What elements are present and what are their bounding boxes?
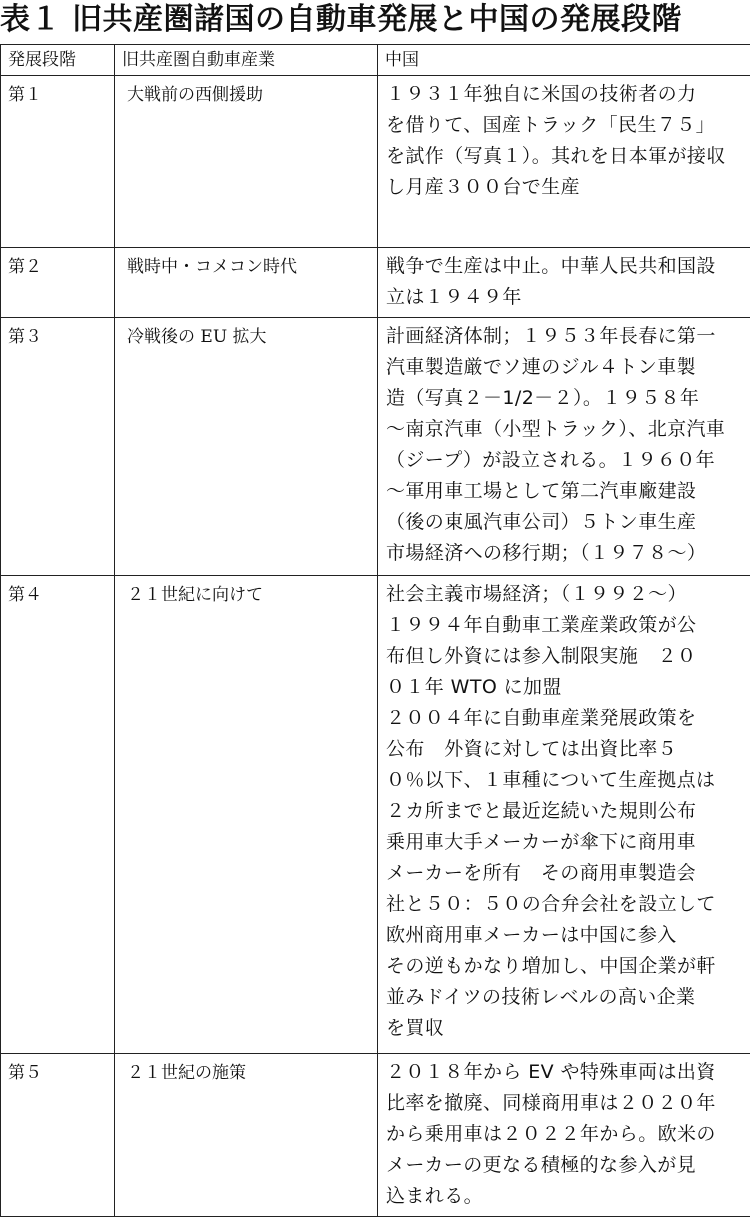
table-header-row bbox=[1, 45, 750, 76]
china-cell bbox=[378, 576, 750, 1054]
china-text-line: ２００４年に自動車産業発展政策を bbox=[386, 703, 746, 734]
china-text-line: メーカーの更なる積極的な参入が見 bbox=[386, 1150, 746, 1181]
china-text-line: 社会主義市場経済；（１９９２～） bbox=[386, 579, 746, 610]
china-text-line: 戦争で生産は中止。中華人民共和国設 bbox=[386, 251, 746, 282]
table-row bbox=[1, 248, 750, 318]
stage-cell: 第１ bbox=[1, 76, 115, 248]
industry-cell: 大戦前の西側援助 bbox=[115, 76, 378, 248]
china-text-line: 汽車製造厳でソ連のジル４トン車製 bbox=[386, 352, 746, 383]
china-text-line: 布但し外資には参入制限実施 ２０ bbox=[386, 641, 746, 672]
china-text-line: ２カ所までと最近迄続いた規則公布 bbox=[386, 796, 746, 827]
industry-cell: ２１世紀の施策 bbox=[115, 1054, 378, 1217]
stage-cell: 第３ bbox=[1, 318, 115, 576]
header-china: 中国 bbox=[378, 45, 750, 76]
china-text-line: （ジープ）が設立される。１９６０年 bbox=[386, 445, 746, 476]
industry-cell: 冷戦後の EU 拡大 bbox=[115, 318, 378, 576]
china-text-line: 公布 外資に対しては出資比率５ bbox=[386, 734, 746, 765]
industry-cell: ２１世紀に向けて bbox=[115, 576, 378, 1054]
china-text-line: から乗用車は２０２２年から。欧米の bbox=[386, 1119, 746, 1150]
china-text-line: ～南京汽車（小型トラック）、北京汽車 bbox=[386, 414, 746, 445]
china-cell bbox=[378, 248, 750, 318]
stage-cell: 第４ bbox=[1, 576, 115, 1054]
table-title: 表１ 旧共産圏諸国の自動車発展と中国の発展段階 bbox=[0, 0, 750, 42]
china-cell bbox=[378, 318, 750, 576]
china-text-line: 計画経済体制；１９５３年長春に第一 bbox=[386, 321, 746, 352]
china-text-line: ０１年 WTO に加盟 bbox=[386, 672, 746, 703]
china-cell bbox=[378, 1054, 750, 1217]
china-text-line: ２０１８年から EV や特殊車両は出資 bbox=[386, 1057, 746, 1088]
table-row bbox=[1, 76, 750, 248]
china-text-line: ～軍用車工場として第二汽車廠建設 bbox=[386, 476, 746, 507]
china-text-line: ０％以下、１車種について生産拠点は bbox=[386, 765, 746, 796]
stage-cell: 第５ bbox=[1, 1054, 115, 1217]
china-text-line: を借りて、国産トラック「民生７５」 bbox=[386, 110, 746, 141]
table-row bbox=[1, 576, 750, 1054]
china-text-line: メーカーを所有 その商用車製造会 bbox=[386, 858, 746, 889]
table-row bbox=[1, 318, 750, 576]
china-text-line: を買収 bbox=[386, 1013, 746, 1044]
china-text-line: 造（写真２－1/2－２）。１９５８年 bbox=[386, 383, 746, 414]
stage-cell: 第２ bbox=[1, 248, 115, 318]
china-text-line: を試作（写真１）。其れを日本軍が接収 bbox=[386, 141, 746, 172]
china-text-line: 欧州商用車メーカーは中国に参入 bbox=[386, 920, 746, 951]
china-text-line: 立は１９４９年 bbox=[386, 282, 746, 313]
header-stage: 発展段階 bbox=[1, 45, 115, 76]
header-industry: 旧共産圏自動車産業 bbox=[115, 45, 378, 76]
china-text-line: 比率を撤廃、同様商用車は２０２０年 bbox=[386, 1088, 746, 1119]
china-text-line: し月産３００台で生産 bbox=[386, 172, 746, 203]
development-stages-table bbox=[0, 44, 750, 1217]
china-text-line: 並みドイツの技術レベルの高い企業 bbox=[386, 982, 746, 1013]
industry-cell: 戦時中・コメコン時代 bbox=[115, 248, 378, 318]
china-text-line: 込まれる。 bbox=[386, 1181, 746, 1212]
table-row bbox=[1, 1054, 750, 1217]
china-text-line: （後の東風汽車公司）５トン車生産 bbox=[386, 507, 746, 538]
china-cell bbox=[378, 76, 750, 248]
china-text-line: その逆もかなり増加し、中国企業が軒 bbox=[386, 951, 746, 982]
china-text-line: 市場経済への移行期；（１９７８～） bbox=[386, 538, 746, 569]
china-text-line: 乗用車大手メーカーが傘下に商用車 bbox=[386, 827, 746, 858]
china-text-line: 社と５０：５０の合弁会社を設立して bbox=[386, 889, 746, 920]
china-text-line: １９９４年自動車工業産業政策が公 bbox=[386, 610, 746, 641]
china-text-line: １９３１年独自に米国の技術者の力 bbox=[386, 79, 746, 110]
